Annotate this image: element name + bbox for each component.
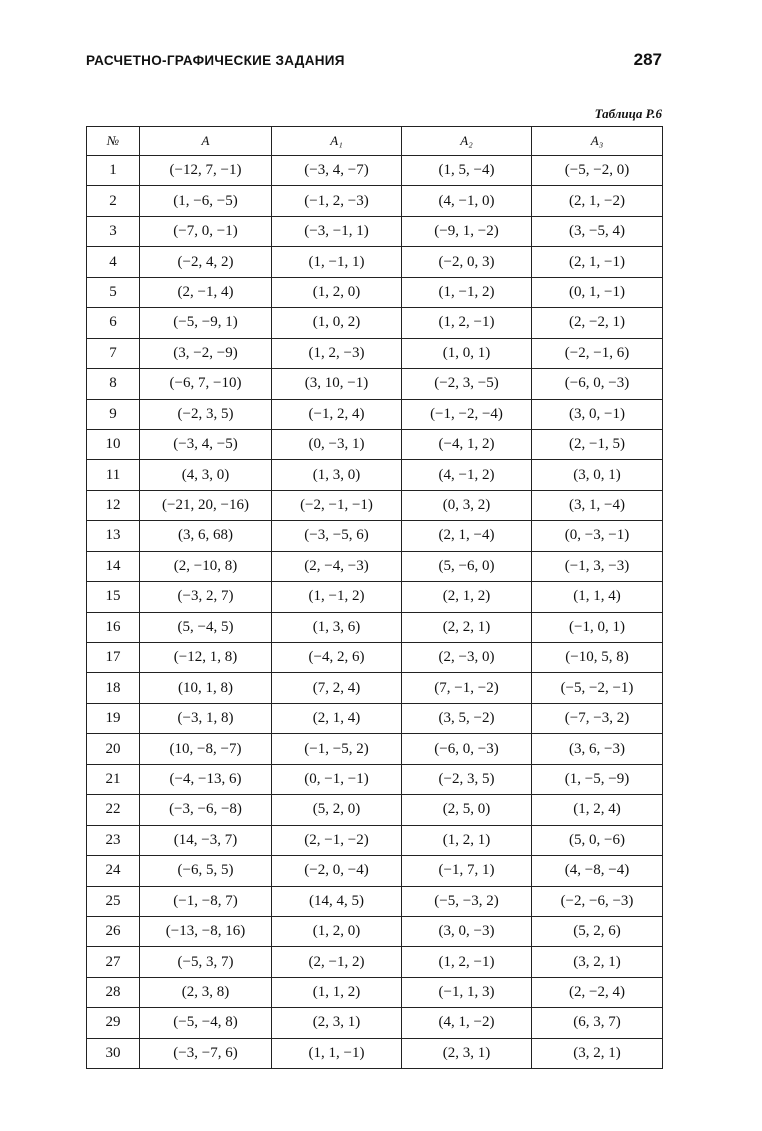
table-row	[87, 916, 663, 946]
coordinate-cell: (14, −3, 7)	[140, 825, 272, 855]
coordinate-cell: (−5, −2, 0)	[532, 156, 663, 186]
column-header: A	[140, 127, 272, 156]
coordinate-cell: (−6, 0, −3)	[402, 734, 532, 764]
coordinate-cell: (−1, −2, −4)	[402, 399, 532, 429]
coordinate-cell: (−2, 3, 5)	[140, 399, 272, 429]
coordinate-cell: (−1, 7, 1)	[402, 856, 532, 886]
coordinate-cell: (6, 3, 7)	[532, 1008, 663, 1038]
coordinate-cell: (3, −5, 4)	[532, 216, 663, 246]
table-row	[87, 1038, 663, 1068]
coordinate-cell: (1, 2, −3)	[272, 338, 402, 368]
row-number-cell: 9	[87, 399, 140, 429]
row-number-cell: 29	[87, 1008, 140, 1038]
table-row	[87, 247, 663, 277]
coordinate-cell: (4, 3, 0)	[140, 460, 272, 490]
coordinate-cell: (−2, −1, −1)	[272, 490, 402, 520]
coordinate-cell: (2, −1, 5)	[532, 429, 663, 459]
coordinate-cell: (−3, 1, 8)	[140, 703, 272, 733]
coordinate-cell: (3, 1, −4)	[532, 490, 663, 520]
row-number-cell: 7	[87, 338, 140, 368]
table-row	[87, 734, 663, 764]
coordinate-cell: (0, −3, 1)	[272, 429, 402, 459]
coordinate-cell: (2, 5, 0)	[402, 795, 532, 825]
table-body	[87, 156, 663, 1069]
row-number-cell: 1	[87, 156, 140, 186]
row-number-cell: 15	[87, 582, 140, 612]
table-row	[87, 1008, 663, 1038]
coordinate-cell: (2, −4, −3)	[272, 551, 402, 581]
column-header: A₂	[402, 127, 532, 156]
column-header: A₁	[272, 127, 402, 156]
coordinate-cell: (−12, 1, 8)	[140, 643, 272, 673]
coordinate-cell: (1, 1, −1)	[272, 1038, 402, 1068]
coordinate-cell: (−1, 2, −3)	[272, 186, 402, 216]
page-header	[86, 50, 662, 70]
coordinate-cell: (4, 1, −2)	[402, 1008, 532, 1038]
row-number-cell: 12	[87, 490, 140, 520]
table-row	[87, 977, 663, 1007]
coordinate-cell: (2, −1, 4)	[140, 277, 272, 307]
table-row	[87, 429, 663, 459]
coordinate-cell: (−3, 4, −7)	[272, 156, 402, 186]
coordinate-cell: (−1, −5, 2)	[272, 734, 402, 764]
row-number-cell: 22	[87, 795, 140, 825]
coordinate-cell: (−3, 4, −5)	[140, 429, 272, 459]
row-number-cell: 28	[87, 977, 140, 1007]
coordinate-cell: (1, 0, 2)	[272, 308, 402, 338]
row-number-cell: 8	[87, 369, 140, 399]
coordinate-cell: (−5, −3, 2)	[402, 886, 532, 916]
coordinate-cell: (2, 1, −1)	[532, 247, 663, 277]
coordinate-cell: (−6, 5, 5)	[140, 856, 272, 886]
coordinate-cell: (1, 2, 1)	[402, 825, 532, 855]
table-header-row	[87, 127, 663, 156]
page-number: 287	[633, 50, 662, 69]
coordinate-cell: (−2, −6, −3)	[532, 886, 663, 916]
coordinate-cell: (−5, −4, 8)	[140, 1008, 272, 1038]
coordinate-cell: (−5, −2, −1)	[532, 673, 663, 703]
coordinate-cell: (−1, 1, 3)	[402, 977, 532, 1007]
table-row	[87, 216, 663, 246]
coordinate-cell: (0, −1, −1)	[272, 764, 402, 794]
coordinate-cell: (2, −10, 8)	[140, 551, 272, 581]
coordinate-cell: (1, 1, 2)	[272, 977, 402, 1007]
coordinate-cell: (5, 2, 6)	[532, 916, 663, 946]
coordinate-cell: (1, 2, −1)	[402, 947, 532, 977]
coordinate-cell: (2, −2, 4)	[532, 977, 663, 1007]
coordinate-cell: (2, 1, −4)	[402, 521, 532, 551]
coordinate-cell: (−1, 2, 4)	[272, 399, 402, 429]
coordinate-cell: (−4, −13, 6)	[140, 764, 272, 794]
coordinate-cell: (−2, 0, 3)	[402, 247, 532, 277]
table-row	[87, 369, 663, 399]
coordinate-cell: (−6, 0, −3)	[532, 369, 663, 399]
row-number-cell: 5	[87, 277, 140, 307]
coordinate-cell: (5, −6, 0)	[402, 551, 532, 581]
row-number-cell: 10	[87, 429, 140, 459]
coordinate-cell: (−1, 3, −3)	[532, 551, 663, 581]
coordinate-cell: (3, 6, 68)	[140, 521, 272, 551]
row-number-cell: 25	[87, 886, 140, 916]
coordinate-cell: (−3, −7, 6)	[140, 1038, 272, 1068]
row-number-cell: 24	[87, 856, 140, 886]
coordinate-cell: (−9, 1, −2)	[402, 216, 532, 246]
table-row	[87, 521, 663, 551]
coordinate-cell: (1, −1, 2)	[402, 277, 532, 307]
coordinate-cell: (−3, 2, 7)	[140, 582, 272, 612]
table-row	[87, 338, 663, 368]
coordinate-cell: (2, 3, 8)	[140, 977, 272, 1007]
coordinate-cell: (−7, 0, −1)	[140, 216, 272, 246]
coordinate-cell: (2, 3, 1)	[272, 1008, 402, 1038]
coordinate-cell: (−3, −5, 6)	[272, 521, 402, 551]
coordinate-cell: (2, −2, 1)	[532, 308, 663, 338]
coordinate-cell: (2, 2, 1)	[402, 612, 532, 642]
coordinate-cell: (5, 2, 0)	[272, 795, 402, 825]
coordinate-cell: (1, 2, 0)	[272, 916, 402, 946]
row-number-cell: 6	[87, 308, 140, 338]
table-row	[87, 947, 663, 977]
coordinate-cell: (0, 3, 2)	[402, 490, 532, 520]
table-row	[87, 399, 663, 429]
coordinate-cell: (1, 5, −4)	[402, 156, 532, 186]
coordinate-cell: (−10, 5, 8)	[532, 643, 663, 673]
coordinate-cell: (7, −1, −2)	[402, 673, 532, 703]
row-number-cell: 3	[87, 216, 140, 246]
table-row	[87, 886, 663, 916]
table-row	[87, 551, 663, 581]
coordinate-cell: (2, 1, 4)	[272, 703, 402, 733]
coordinate-cell: (1, −1, 1)	[272, 247, 402, 277]
row-number-cell: 11	[87, 460, 140, 490]
coordinate-cell: (1, 0, 1)	[402, 338, 532, 368]
coordinate-cell: (1, 1, 4)	[532, 582, 663, 612]
row-number-cell: 2	[87, 186, 140, 216]
coordinate-cell: (−2, 4, 2)	[140, 247, 272, 277]
coordinate-cell: (2, −3, 0)	[402, 643, 532, 673]
coordinate-cell: (−6, 7, −10)	[140, 369, 272, 399]
coordinate-cell: (10, −8, −7)	[140, 734, 272, 764]
coordinate-cell: (3, −2, −9)	[140, 338, 272, 368]
coordinate-cell: (1, 2, −1)	[402, 308, 532, 338]
coordinate-cell: (−3, −1, 1)	[272, 216, 402, 246]
coordinate-cell: (−2, 0, −4)	[272, 856, 402, 886]
coordinate-cell: (−5, −9, 1)	[140, 308, 272, 338]
coordinate-cell: (1, 2, 0)	[272, 277, 402, 307]
coordinate-cell: (−4, 2, 6)	[272, 643, 402, 673]
table-row	[87, 825, 663, 855]
row-number-cell: 19	[87, 703, 140, 733]
coordinate-cell: (−5, 3, 7)	[140, 947, 272, 977]
row-number-cell: 14	[87, 551, 140, 581]
table-row	[87, 308, 663, 338]
coordinate-cell: (4, −1, 0)	[402, 186, 532, 216]
coordinate-cell: (−3, −6, −8)	[140, 795, 272, 825]
coordinate-cell: (5, 0, −6)	[532, 825, 663, 855]
coordinate-cell: (1, 2, 4)	[532, 795, 663, 825]
column-header: №	[87, 127, 140, 156]
coordinate-cell: (3, 6, −3)	[532, 734, 663, 764]
table-row	[87, 673, 663, 703]
coordinate-cell: (3, 0, 1)	[532, 460, 663, 490]
coordinate-cell: (−1, 0, 1)	[532, 612, 663, 642]
coordinate-cell: (1, −1, 2)	[272, 582, 402, 612]
coordinate-cell: (1, 3, 0)	[272, 460, 402, 490]
coordinate-cell: (−2, −1, 6)	[532, 338, 663, 368]
row-number-cell: 23	[87, 825, 140, 855]
coordinate-cell: (−2, 3, −5)	[402, 369, 532, 399]
table-caption: Таблица Р.6	[594, 106, 662, 121]
coordinate-cell: (0, 1, −1)	[532, 277, 663, 307]
table-row	[87, 460, 663, 490]
coordinate-cell: (3, 10, −1)	[272, 369, 402, 399]
coordinate-cell: (−13, −8, 16)	[140, 916, 272, 946]
coordinate-cell: (5, −4, 5)	[140, 612, 272, 642]
row-number-cell: 30	[87, 1038, 140, 1068]
table-row	[87, 764, 663, 794]
coordinate-cell: (2, −1, 2)	[272, 947, 402, 977]
coordinate-cell: (0, −3, −1)	[532, 521, 663, 551]
row-number-cell: 27	[87, 947, 140, 977]
table-row	[87, 490, 663, 520]
coordinate-cell: (1, −5, −9)	[532, 764, 663, 794]
coordinate-cell: (2, −1, −2)	[272, 825, 402, 855]
coordinate-cell: (7, 2, 4)	[272, 673, 402, 703]
table-row	[87, 186, 663, 216]
table-row	[87, 795, 663, 825]
row-number-cell: 17	[87, 643, 140, 673]
row-number-cell: 20	[87, 734, 140, 764]
coordinate-cell: (−2, 3, 5)	[402, 764, 532, 794]
coordinate-cell: (−12, 7, −1)	[140, 156, 272, 186]
coordinate-cell: (−1, −8, 7)	[140, 886, 272, 916]
coordinate-cell: (3, 0, −1)	[532, 399, 663, 429]
coordinate-cell: (−21, 20, −16)	[140, 490, 272, 520]
row-number-cell: 4	[87, 247, 140, 277]
coordinate-cell: (3, 0, −3)	[402, 916, 532, 946]
table-row	[87, 856, 663, 886]
coordinate-cell: (3, 2, 1)	[532, 1038, 663, 1068]
column-header: A₃	[532, 127, 663, 156]
coordinate-cell: (−4, 1, 2)	[402, 429, 532, 459]
coordinate-cell: (2, 1, 2)	[402, 582, 532, 612]
coordinate-cell: (14, 4, 5)	[272, 886, 402, 916]
table-row	[87, 582, 663, 612]
coordinate-cell: (10, 1, 8)	[140, 673, 272, 703]
table-row	[87, 156, 663, 186]
coordinate-cell: (1, 3, 6)	[272, 612, 402, 642]
coordinate-cell: (3, 5, −2)	[402, 703, 532, 733]
row-number-cell: 26	[87, 916, 140, 946]
coordinate-cell: (3, 2, 1)	[532, 947, 663, 977]
coordinate-cell: (2, 1, −2)	[532, 186, 663, 216]
row-number-cell: 13	[87, 521, 140, 551]
table-row	[87, 703, 663, 733]
coordinates-table	[86, 126, 663, 1069]
running-title: РАСЧЕТНО-ГРАФИЧЕСКИЕ ЗАДАНИЯ	[86, 53, 345, 68]
table-row	[87, 277, 663, 307]
coordinate-cell: (2, 3, 1)	[402, 1038, 532, 1068]
table-row	[87, 643, 663, 673]
row-number-cell: 16	[87, 612, 140, 642]
coordinate-cell: (4, −8, −4)	[532, 856, 663, 886]
table-row	[87, 612, 663, 642]
row-number-cell: 21	[87, 764, 140, 794]
coordinate-cell: (1, −6, −5)	[140, 186, 272, 216]
row-number-cell: 18	[87, 673, 140, 703]
coordinate-cell: (4, −1, 2)	[402, 460, 532, 490]
coordinate-cell: (−7, −3, 2)	[532, 703, 663, 733]
